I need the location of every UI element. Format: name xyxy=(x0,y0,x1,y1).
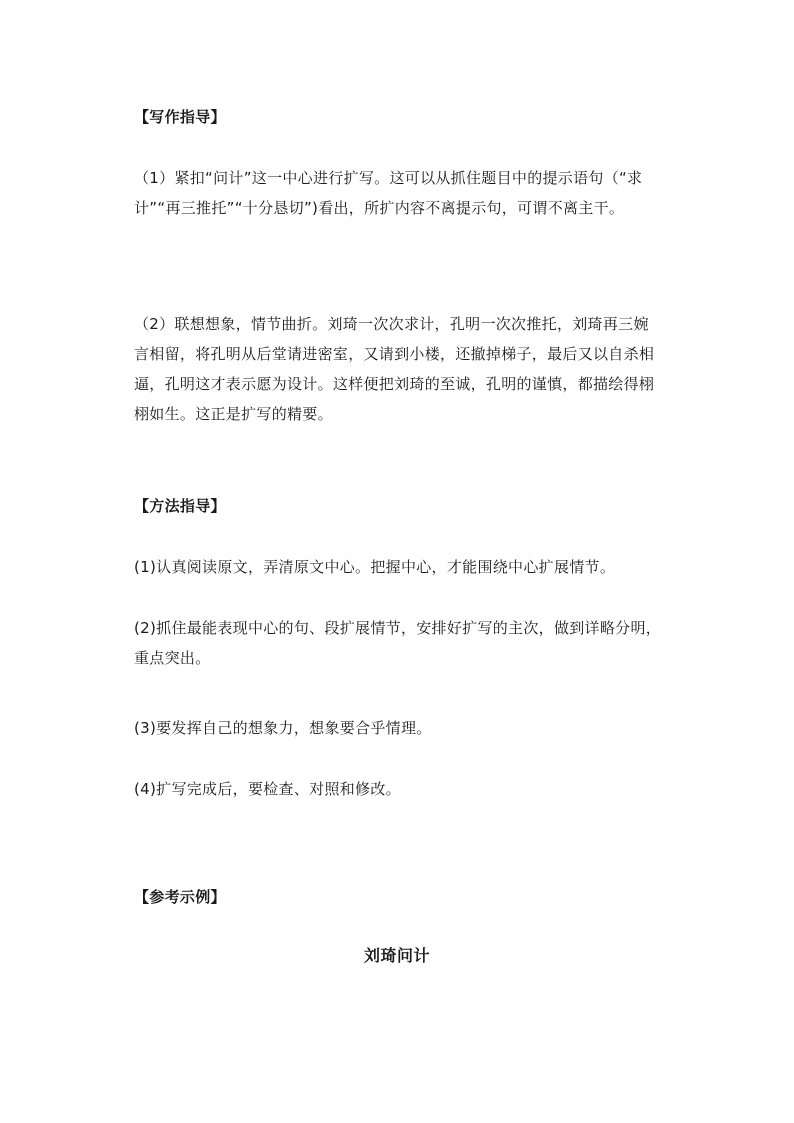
example-heading: 【参考示例】 xyxy=(134,888,226,906)
example-title: 刘琦问计 xyxy=(363,946,430,965)
writing-guide-paragraph-1: （1）紧扣“问计”这一中心进行扩写。这可以从抓住题目中的提示语句（“求计”“再三推托”“十分恳切”)看出，所扩内容不离提示句，可谓不离主干。 xyxy=(134,169,643,217)
method-guide-item-2: (2)抓住最能表现中心的句、段扩展情节，安排好扩写的主次，做到详略分明，重点突出。 xyxy=(134,619,662,667)
writing-guide-paragraph-2: （2）联想想象，情节曲折。刘琦一次次求计，孔明一次次推托，刘琦再三婉言相留，将孔明从后堂请进密室，又请到小楼，还撤掉梯子，最后又以自杀相逼，孔明这才表示愿为设计。这样便把刘琦的至诚，孔明的谨慎，都描绘得栩栩如生。这正是扩写的精要。 xyxy=(134,315,655,423)
method-guide-item-3: (3)要发挥自己的想象力，想象要合乎情理。 xyxy=(134,719,432,737)
method-guide-heading: 【方法指导】 xyxy=(134,497,226,515)
method-guide-item-4: (4)扩写完成后，要检查、对照和修改。 xyxy=(134,780,401,798)
method-guide-item-1: (1)认真阅读原文，弄清原文中心。把握中心，才能围绕中心扩展情节。 xyxy=(134,558,616,576)
writing-guide-heading: 【写作指导】 xyxy=(134,108,226,126)
